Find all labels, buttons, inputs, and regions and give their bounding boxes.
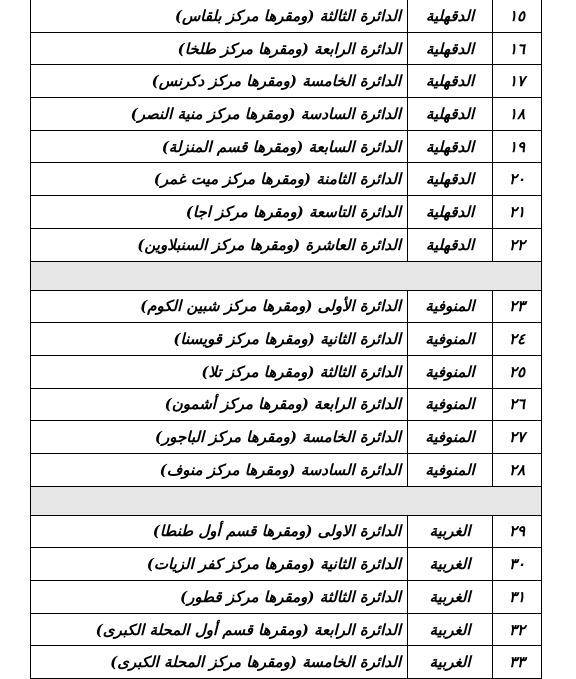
governorate-cell: الغربية [408,581,493,614]
governorate-cell: الدقهلية [408,32,493,65]
table-row [31,228,542,261]
table-row [31,581,542,614]
row-number-cell: ٢٩ [493,515,542,548]
circuit-cell: الدائرة الاولى (ومقرها قسم أول طنطا) [31,515,408,548]
row-number-cell: ٢٧ [493,421,542,454]
separator-cell [31,486,542,515]
row-number-cell: ٢٨ [493,453,542,486]
circuit-cell: الدائرة الخامسة (ومقرها مركز دكرنس) [31,65,408,98]
row-number-cell: ٢٤ [493,323,542,356]
row-number-cell: ٢٢ [493,228,542,261]
row-number-cell: ١٥ [493,0,542,32]
governorate-cell: المنوفية [408,355,493,388]
circuit-cell: الدائرة الثانية (ومقرها مركز كفر الزيات) [31,548,408,581]
circuit-cell: الدائرة الثالثة (ومقرها مركز قطور) [31,581,408,614]
group-separator-row [31,486,542,515]
row-number-cell: ١٩ [493,130,542,163]
table-row [31,548,542,581]
table-row [31,515,542,548]
table-row [31,613,542,646]
governorate-cell: الدقهلية [408,163,493,196]
circuit-cell: الدائرة الأولى (ومقرها مركز شبين الكوم) [31,290,408,323]
table-row [31,65,542,98]
governorate-cell: الدقهلية [408,0,493,32]
table-row [31,323,542,356]
row-number-cell: ٢٥ [493,355,542,388]
row-number-cell: ٣١ [493,581,542,614]
table-row [31,355,542,388]
table-row [31,388,542,421]
governorate-cell: الغربية [408,646,493,679]
table-row [31,163,542,196]
governorate-cell: الغربية [408,515,493,548]
governorate-cell: الدقهلية [408,65,493,98]
circuit-cell: الدائرة الثانية (ومقرها مركز قويسنا) [31,323,408,356]
table-row [31,130,542,163]
electoral-circuits-table [30,0,542,679]
circuit-cell: الدائرة الرابعة (ومقرها مركز طلخا) [31,32,408,65]
table-row [31,98,542,131]
governorate-cell: المنوفية [408,290,493,323]
table-row [31,421,542,454]
governorate-cell: المنوفية [408,388,493,421]
table-row [31,196,542,229]
row-number-cell: ١٨ [493,98,542,131]
row-number-cell: ٢٠ [493,163,542,196]
group-separator-row [31,261,542,290]
circuit-cell: الدائرة التاسعة (ومقرها مركز اجا) [31,196,408,229]
table-row [31,32,542,65]
circuit-cell: الدائرة السادسة (ومقرها مركز منية النصر) [31,98,408,131]
governorate-cell: المنوفية [408,453,493,486]
row-number-cell: ٢٦ [493,388,542,421]
table-row [31,290,542,323]
circuit-cell: الدائرة السابعة (ومقرها قسم المنزلة) [31,130,408,163]
row-number-cell: ٢١ [493,196,542,229]
separator-cell [31,261,542,290]
row-number-cell: ٣٠ [493,548,542,581]
row-number-cell: ١٦ [493,32,542,65]
circuit-cell: الدائرة السادسة (ومقرها مركز منوف) [31,453,408,486]
governorate-cell: الدقهلية [408,228,493,261]
table-row [31,646,542,679]
circuit-cell: الدائرة الثامنة (ومقرها مركز ميت غمر) [31,163,408,196]
governorate-cell: الدقهلية [408,98,493,131]
circuit-cell: الدائرة الثالثة (ومقرها مركز تلا) [31,355,408,388]
row-number-cell: ٢٣ [493,290,542,323]
circuit-cell: الدائرة العاشرة (ومقرها مركز السنبلاوين) [31,228,408,261]
circuit-cell: الدائرة الثالثة (ومقرها مركز بلقاس) [31,0,408,32]
governorate-cell: المنوفية [408,421,493,454]
circuit-cell: الدائرة الخامسة (ومقرها مركز الباجور) [31,421,408,454]
row-number-cell: ٣٢ [493,613,542,646]
governorate-cell: الدقهلية [408,130,493,163]
governorate-cell: الدقهلية [408,196,493,229]
table-row [31,0,542,32]
document-page [30,0,542,679]
circuit-cell: الدائرة الخامسة (ومقرها مركز المحلة الكبرى) [31,646,408,679]
row-number-cell: ٣٣ [493,646,542,679]
circuit-cell: الدائرة الرابعة (ومقرها قسم أول المحلة الكبرى) [31,613,408,646]
governorate-cell: المنوفية [408,323,493,356]
governorate-cell: الغربية [408,613,493,646]
row-number-cell: ١٧ [493,65,542,98]
table-body [31,0,542,679]
circuit-cell: الدائرة الرابعة (ومقرها مركز أشمون) [31,388,408,421]
table-row [31,453,542,486]
governorate-cell: الغربية [408,548,493,581]
